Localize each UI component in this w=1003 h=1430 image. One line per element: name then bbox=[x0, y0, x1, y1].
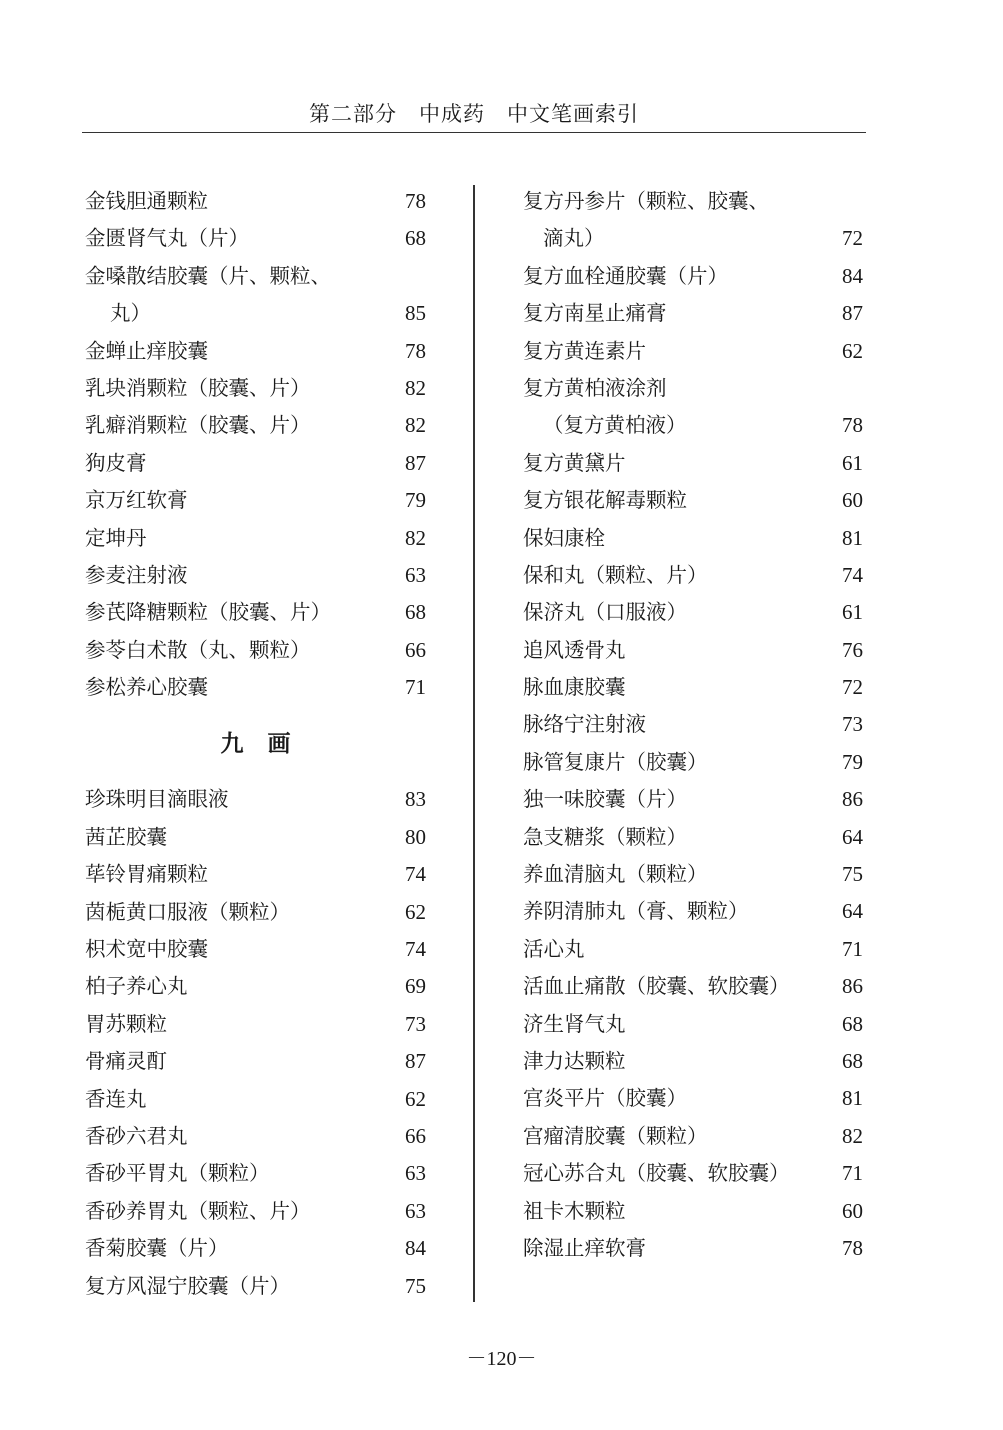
section-heading-nine-strokes: 九画 bbox=[220, 730, 315, 758]
index-entry bbox=[523, 744, 863, 781]
entry-name: 金蝉止痒胶囊 bbox=[85, 338, 208, 363]
entry-name: 宫炎平片（胶囊） bbox=[523, 1086, 687, 1111]
header-title: 第二部分 中成药 中文笔画索引 bbox=[309, 102, 639, 126]
entry-name: 香砂六君丸 bbox=[85, 1123, 188, 1148]
entry-name: 香砂平胃丸（颗粒） bbox=[85, 1161, 270, 1186]
entry-name: 复方黄黛片 bbox=[523, 450, 626, 475]
index-entry bbox=[85, 594, 426, 631]
index-entry bbox=[523, 632, 863, 669]
index-entry bbox=[85, 1118, 426, 1155]
entry-name: 京万红软膏 bbox=[85, 488, 188, 513]
index-entry bbox=[523, 931, 863, 968]
entry-page-number: 61 bbox=[842, 450, 863, 475]
entry-page-number: 80 bbox=[405, 824, 426, 849]
entry-name: 保济丸（口服液） bbox=[523, 600, 687, 625]
entry-name: 保妇康栓 bbox=[523, 525, 605, 550]
entry-page-number: 87 bbox=[405, 1049, 426, 1074]
entry-page-number: 63 bbox=[405, 1161, 426, 1186]
page-header bbox=[82, 96, 866, 133]
index-entry bbox=[523, 1155, 863, 1192]
entry-name: 香连丸 bbox=[85, 1086, 147, 1111]
index-entry bbox=[523, 594, 863, 631]
index-entry bbox=[523, 856, 863, 893]
entry-page-number: 66 bbox=[405, 1123, 426, 1148]
entry-name: 复方黄柏液涂剂 bbox=[523, 375, 667, 400]
entry-name: 保和丸（颗粒、片） bbox=[523, 562, 708, 587]
index-entry bbox=[523, 1043, 863, 1080]
entry-page-number: 76 bbox=[842, 637, 863, 662]
column-divider bbox=[473, 185, 475, 1302]
entry-page-number: 64 bbox=[842, 824, 863, 849]
entry-name: 脉管复康片（胶囊） bbox=[523, 749, 708, 774]
entry-page-number: 84 bbox=[842, 263, 863, 288]
entry-page-number: 87 bbox=[405, 450, 426, 475]
entry-page-number: 73 bbox=[405, 1011, 426, 1036]
entry-page-number: 82 bbox=[405, 525, 426, 550]
entry-page-number: 83 bbox=[405, 787, 426, 812]
entry-page-number: 68 bbox=[842, 1011, 863, 1036]
index-entry bbox=[85, 856, 426, 893]
index-entry bbox=[85, 781, 426, 818]
entry-name: 胃苏颗粒 bbox=[85, 1011, 167, 1036]
entry-page-number: 71 bbox=[842, 936, 863, 961]
entry-name: 宫瘤清胶囊（颗粒） bbox=[523, 1123, 708, 1148]
entry-page-number: 75 bbox=[842, 862, 863, 887]
entry-page-number: 74 bbox=[842, 562, 863, 587]
entry-name: 追风透骨丸 bbox=[523, 637, 626, 662]
index-entry bbox=[523, 407, 863, 444]
index-entry bbox=[523, 370, 863, 407]
index-entry bbox=[523, 669, 863, 706]
index-entry bbox=[85, 520, 426, 557]
right-entries bbox=[523, 183, 863, 1267]
entry-name: 狗皮膏 bbox=[85, 450, 147, 475]
entry-page-number: 66 bbox=[405, 637, 426, 662]
entry-name: 祖卡木颗粒 bbox=[523, 1198, 626, 1223]
entry-name: 茵栀黄口服液（颗粒） bbox=[85, 899, 290, 924]
entry-page-number: 75 bbox=[405, 1273, 426, 1298]
entry-page-number: 68 bbox=[405, 600, 426, 625]
entry-name: 茜芷胶囊 bbox=[85, 824, 167, 849]
entry-page-number: 82 bbox=[842, 1123, 863, 1148]
entry-page-number: 62 bbox=[405, 1086, 426, 1111]
entry-name: 参芪降糖颗粒（胶囊、片） bbox=[85, 600, 331, 625]
index-entry bbox=[523, 706, 863, 743]
index-entry bbox=[85, 931, 426, 968]
entry-page-number: 69 bbox=[405, 974, 426, 999]
index-entry bbox=[523, 520, 863, 557]
entry-name: 滴丸） bbox=[543, 226, 605, 251]
entry-name: 独一味胶囊（片） bbox=[523, 787, 687, 812]
index-entry bbox=[523, 557, 863, 594]
entry-page-number: 63 bbox=[405, 562, 426, 587]
entry-page-number: 68 bbox=[842, 1048, 863, 1073]
entry-page-number: 62 bbox=[405, 899, 426, 924]
entry-name: 乳癖消颗粒（胶囊、片） bbox=[85, 413, 311, 438]
entry-page-number: 84 bbox=[405, 1236, 426, 1261]
entry-name: 复方黄连素片 bbox=[523, 338, 646, 363]
entry-name: 金钱胆通颗粒 bbox=[85, 189, 208, 213]
index-entry bbox=[523, 482, 863, 519]
index-entry bbox=[523, 1118, 863, 1155]
entry-page-number: 74 bbox=[405, 937, 426, 962]
index-entry bbox=[523, 333, 863, 370]
entry-name: 复方银花解毒颗粒 bbox=[523, 488, 687, 513]
entry-page-number: 85 bbox=[405, 301, 426, 326]
entry-page-number: 72 bbox=[842, 226, 863, 251]
entry-page-number: 87 bbox=[842, 301, 863, 326]
index-entry bbox=[523, 183, 863, 220]
index-entry bbox=[523, 258, 863, 295]
index-entry bbox=[523, 819, 863, 856]
index-entry bbox=[85, 295, 426, 332]
entry-name: 乳块消颗粒（胶囊、片） bbox=[85, 375, 311, 400]
entry-name: 复方南星止痛膏 bbox=[523, 301, 667, 326]
entry-name: 参松养心胶囊 bbox=[85, 675, 208, 700]
index-entry bbox=[85, 482, 426, 519]
entry-page-number: 64 bbox=[842, 899, 863, 924]
left-entries-before bbox=[85, 183, 426, 706]
entry-name: 复方风湿宁胶囊（片） bbox=[85, 1273, 290, 1298]
entry-name: 养阴清肺丸（膏、颗粒） bbox=[523, 899, 749, 924]
index-entry bbox=[85, 669, 426, 706]
entry-name: 复方丹参片（颗粒、胶囊、 bbox=[523, 189, 769, 213]
entry-page-number: 78 bbox=[842, 1235, 863, 1260]
entry-name: 香砂养胃丸（颗粒、片） bbox=[85, 1198, 311, 1223]
entry-name: 骨痛灵酊 bbox=[85, 1049, 167, 1074]
entry-page-number: 78 bbox=[405, 189, 426, 213]
index-entry bbox=[523, 445, 863, 482]
index-entry bbox=[523, 1230, 863, 1267]
index-entry bbox=[85, 1043, 426, 1080]
index-entry bbox=[85, 445, 426, 482]
entry-page-number: 86 bbox=[842, 787, 863, 812]
index-entry bbox=[85, 632, 426, 669]
entry-name: 除湿止痒软膏 bbox=[523, 1235, 646, 1260]
entry-page-number: 74 bbox=[405, 862, 426, 887]
entry-page-number: 73 bbox=[842, 712, 863, 737]
entry-page-number: 61 bbox=[842, 600, 863, 625]
entry-page-number: 72 bbox=[842, 675, 863, 700]
entry-name: 津力达颗粒 bbox=[523, 1048, 626, 1073]
entry-name: 济生肾气丸 bbox=[523, 1011, 626, 1036]
entry-name: 荜铃胃痛颗粒 bbox=[85, 862, 208, 887]
index-entry bbox=[85, 333, 426, 370]
entry-page-number: 81 bbox=[842, 1086, 863, 1111]
entry-name: 活心丸 bbox=[523, 936, 585, 961]
entry-name: 丸） bbox=[110, 301, 151, 326]
entry-name: 养血清脑丸（颗粒） bbox=[523, 862, 708, 887]
index-entry bbox=[85, 258, 426, 295]
entry-name: 活血止痛散（胶囊、软胶囊） bbox=[523, 974, 790, 999]
entry-name: 珍珠明目滴眼液 bbox=[85, 787, 229, 812]
page-number: －120－ bbox=[466, 1348, 537, 1370]
index-entry bbox=[85, 894, 426, 931]
entry-page-number: 71 bbox=[405, 675, 426, 700]
entry-page-number: 68 bbox=[405, 226, 426, 251]
index-entry bbox=[85, 407, 426, 444]
index-entry bbox=[523, 295, 863, 332]
index-entry bbox=[523, 220, 863, 257]
index-entry bbox=[85, 1081, 426, 1118]
index-entry bbox=[85, 819, 426, 856]
entry-page-number: 81 bbox=[842, 525, 863, 550]
entry-name: 柏子养心丸 bbox=[85, 974, 188, 999]
entry-page-number: 79 bbox=[405, 488, 426, 513]
index-entry bbox=[523, 1193, 863, 1230]
entry-name: 脉络宁注射液 bbox=[523, 712, 646, 737]
index-entry bbox=[85, 183, 426, 220]
entry-name: 枳术宽中胶囊 bbox=[85, 937, 208, 962]
entry-name: 复方血栓通胶囊（片） bbox=[523, 263, 728, 288]
entry-name: 急支糖浆（颗粒） bbox=[523, 824, 687, 849]
entry-name: 香菊胶囊（片） bbox=[85, 1236, 229, 1261]
entry-page-number: 60 bbox=[842, 1198, 863, 1223]
entry-name: 参苓白术散（丸、颗粒） bbox=[85, 637, 311, 662]
entry-page-number: 78 bbox=[842, 413, 863, 438]
index-entry bbox=[523, 1006, 863, 1043]
index-entry bbox=[85, 220, 426, 257]
right-column bbox=[523, 183, 863, 1267]
index-entry bbox=[85, 1155, 426, 1192]
index-entry bbox=[523, 1080, 863, 1117]
entry-name: 参麦注射液 bbox=[85, 562, 188, 587]
entry-name: 定坤丹 bbox=[85, 525, 147, 550]
index-entry bbox=[85, 1006, 426, 1043]
index-entry bbox=[523, 781, 863, 818]
index-entry bbox=[523, 893, 863, 930]
entry-page-number: 79 bbox=[842, 749, 863, 774]
entry-page-number: 78 bbox=[405, 338, 426, 363]
left-entries-after bbox=[85, 781, 426, 1304]
entry-page-number: 82 bbox=[405, 413, 426, 438]
index-entry bbox=[523, 968, 863, 1005]
entry-name: （复方黄柏液） bbox=[543, 413, 687, 438]
entry-page-number: 60 bbox=[842, 488, 863, 513]
index-entry bbox=[85, 1230, 426, 1267]
index-entry bbox=[85, 557, 426, 594]
index-entry bbox=[85, 1193, 426, 1230]
left-column bbox=[85, 183, 426, 1305]
entry-name: 金嗓散结胶囊（片、颗粒、 bbox=[85, 263, 331, 288]
entry-page-number: 86 bbox=[842, 974, 863, 999]
index-entry bbox=[85, 1268, 426, 1305]
entry-page-number: 62 bbox=[842, 338, 863, 363]
entry-name: 脉血康胶囊 bbox=[523, 675, 626, 700]
entry-page-number: 63 bbox=[405, 1198, 426, 1223]
entry-name: 金匮肾气丸（片） bbox=[85, 226, 249, 251]
entry-page-number: 71 bbox=[842, 1161, 863, 1186]
index-entry bbox=[85, 370, 426, 407]
index-entry bbox=[85, 968, 426, 1005]
entry-page-number: 82 bbox=[405, 375, 426, 400]
entry-name: 冠心苏合丸（胶囊、软胶囊） bbox=[523, 1161, 790, 1186]
